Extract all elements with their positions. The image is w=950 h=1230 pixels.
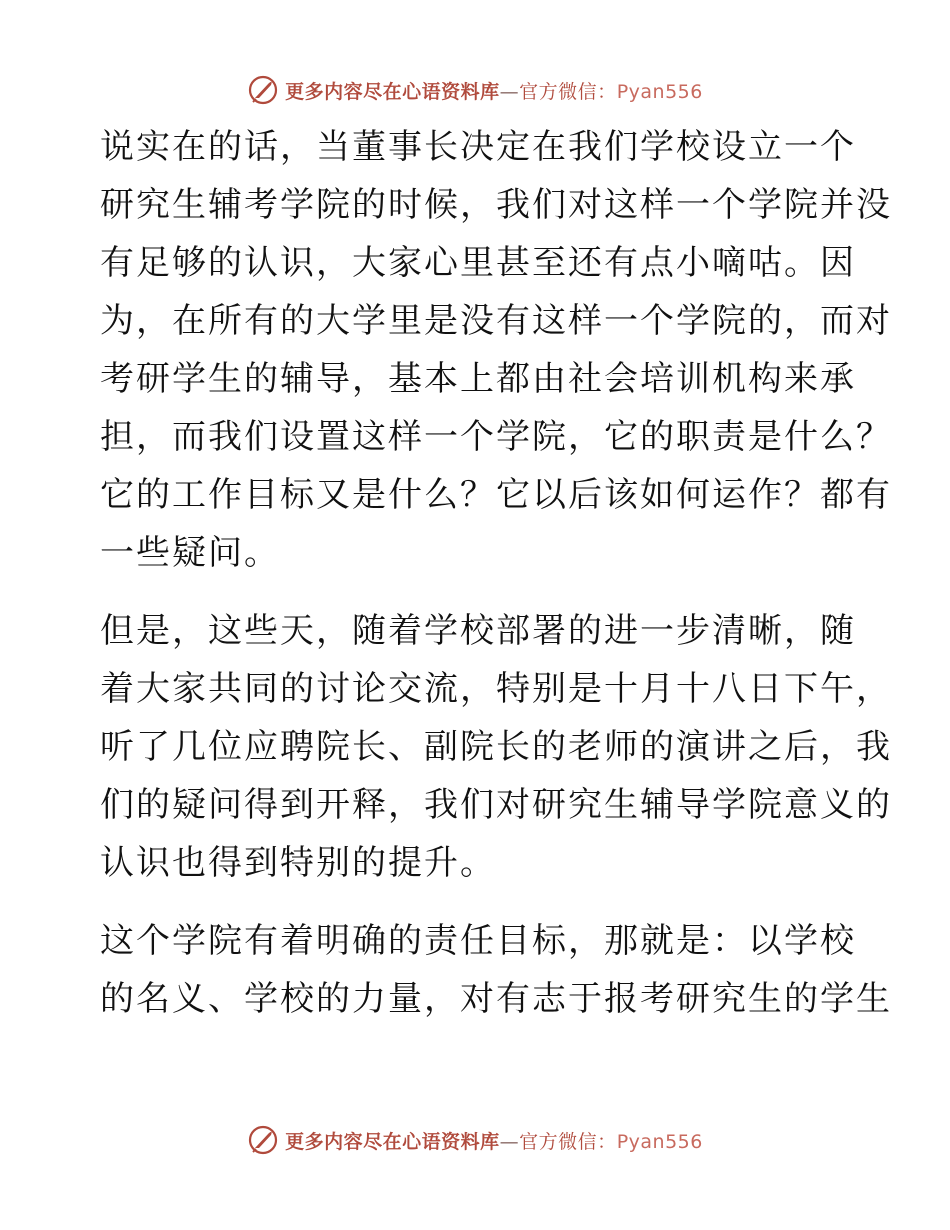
paragraph [100, 912, 892, 1028]
text-line: 们的疑问得到开释，我们对研究生辅导学院意义的 [100, 785, 892, 825]
watermark-label: 官方微信： [519, 1130, 617, 1153]
footer-watermark [0, 1120, 950, 1160]
paragraph [100, 118, 892, 582]
watermark-brand: 更多内容尽在心语资料库 [285, 80, 500, 103]
feather-pen-badge-icon [247, 74, 279, 106]
watermark-separator: — [499, 1130, 520, 1153]
text-line: 考研学生的辅导，基本上都由社会培训机构来承 [100, 359, 856, 399]
paragraph-gap [100, 892, 852, 912]
text-line: 说实在的话，当董事长决定在我们学校设立一个 [100, 127, 856, 167]
text-line: 听了几位应聘院长、副院长的老师的演讲之后，我 [100, 727, 892, 767]
text-line: 为，在所有的大学里是没有这样一个学院的，而对 [100, 301, 892, 341]
text-line: 认识也得到特别的提升。 [100, 843, 496, 883]
text-line: 这个学院有着明确的责任目标，那就是：以学校 [100, 921, 856, 961]
text-line: 它的工作目标又是什么？它以后该如何运作？都有 [100, 475, 892, 515]
watermark-text [285, 1127, 703, 1154]
document-body [100, 118, 892, 1028]
paragraph [100, 602, 892, 892]
watermark-text [285, 77, 703, 104]
watermark-separator: — [499, 80, 520, 103]
text-line: 研究生辅考学院的时候，我们对这样一个学院并没 [100, 185, 892, 225]
watermark-brand: 更多内容尽在心语资料库 [285, 1130, 500, 1153]
text-line: 有足够的认识，大家心里甚至还有点小嘀咕。因 [100, 243, 856, 283]
watermark-account: Pyan556 [616, 80, 703, 103]
text-line: 一些疑问。 [100, 533, 280, 573]
text-line: 但是，这些天，随着学校部署的进一步清晰，随 [100, 611, 856, 651]
header-watermark [0, 70, 950, 110]
feather-pen-badge-icon [247, 1124, 279, 1156]
watermark-account: Pyan556 [616, 1130, 703, 1153]
watermark-label: 官方微信： [519, 80, 617, 103]
text-line: 着大家共同的讨论交流，特别是十月十八日下午， [100, 669, 892, 709]
text-line: 担，而我们设置这样一个学院，它的职责是什么？ [100, 417, 892, 457]
paragraph-gap [100, 582, 852, 602]
text-line: 的名义、学校的力量，对有志于报考研究生的学生 [100, 979, 892, 1019]
